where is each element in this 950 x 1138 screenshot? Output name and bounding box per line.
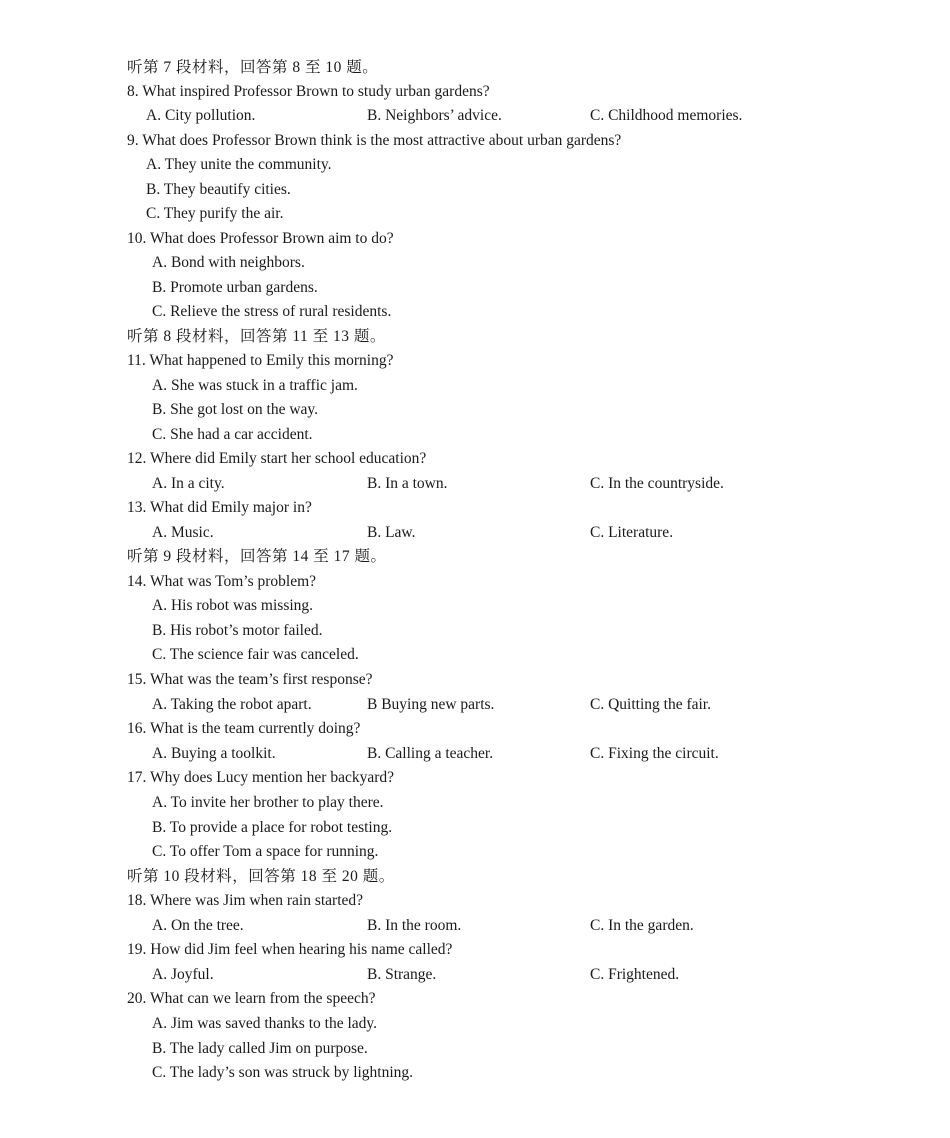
option-b: B. They beautify cities. [146, 181, 291, 198]
question-stem: 8. What inspired Professor Brown to study urban gardens? [127, 83, 490, 100]
option-c: C. The lady’s son was struck by lightning. [152, 1064, 414, 1081]
question-stem: 15. What was the team’s first response? [127, 671, 373, 688]
option-b: B. To provide a place for robot testing. [152, 819, 393, 836]
question-stem: 19. How did Jim feel when hearing his name called? [127, 941, 453, 958]
section-header: 听第 10 段材料，回答第 18 至 20 题。 [127, 868, 395, 885]
question-stem: 11. What happened to Emily this morning? [127, 352, 394, 369]
option-a: A. To invite her brother to play there. [152, 794, 384, 811]
question-stem: 10. What does Professor Brown aim to do? [127, 230, 394, 247]
option-b: B. Strange. [367, 966, 437, 983]
option-b: B. In the room. [367, 917, 462, 934]
option-c: C. Fixing the circuit. [590, 745, 719, 762]
question-stem: 14. What was Tom’s problem? [127, 573, 317, 590]
option-b: B. The lady called Jim on purpose. [152, 1040, 368, 1057]
question-stem: 16. What is the team currently doing? [127, 720, 361, 737]
option-c: C. The science fair was canceled. [152, 646, 359, 663]
option-c: C. In the countryside. [590, 475, 724, 492]
option-b: B. Promote urban gardens. [152, 279, 318, 296]
option-c: C. Childhood memories. [590, 107, 743, 124]
option-b: B. In a town. [367, 475, 448, 492]
option-a: A. On the tree. [152, 917, 244, 934]
option-c: C. They purify the air. [146, 205, 284, 222]
option-c: C. She had a car accident. [152, 426, 313, 443]
option-a: A. His robot was missing. [152, 597, 314, 614]
option-a: A. City pollution. [146, 107, 256, 124]
option-a: A. Jim was saved thanks to the lady. [152, 1015, 377, 1032]
option-c: C. Relieve the stress of rural residents. [152, 303, 392, 320]
option-a: A. They unite the community. [146, 156, 332, 173]
option-a: A. In a city. [152, 475, 225, 492]
option-a: A. Buying a toolkit. [152, 745, 276, 762]
option-c: C. Frightened. [590, 966, 680, 983]
option-c: C. To offer Tom a space for running. [152, 843, 379, 860]
question-stem: 12. Where did Emily start her school education? [127, 450, 427, 467]
section-header: 听第 7 段材料，回答第 8 至 10 题。 [127, 59, 379, 76]
question-stem: 17. Why does Lucy mention her backyard? [127, 769, 395, 786]
question-stem: 9. What does Professor Brown think is the most attractive about urban gardens? [127, 132, 622, 149]
option-b: B Buying new parts. [367, 696, 495, 713]
section-header: 听第 8 段材料，回答第 11 至 13 题。 [127, 328, 386, 345]
option-a: A. Bond with neighbors. [152, 254, 305, 271]
option-b: B. His robot’s motor failed. [152, 622, 323, 639]
option-b: B. Calling a teacher. [367, 745, 494, 762]
option-b: B. She got lost on the way. [152, 401, 319, 418]
option-b: B. Neighbors’ advice. [367, 107, 502, 124]
question-stem: 20. What can we learn from the speech? [127, 990, 376, 1007]
question-stem: 13. What did Emily major in? [127, 499, 312, 516]
option-a: A. Taking the robot apart. [152, 696, 312, 713]
option-b: B. Law. [367, 524, 416, 541]
option-c: C. Literature. [590, 524, 674, 541]
option-c: C. In the garden. [590, 917, 694, 934]
option-a: A. She was stuck in a traffic jam. [152, 377, 358, 394]
section-header: 听第 9 段材料，回答第 14 至 17 题。 [127, 548, 387, 565]
option-c: C. Quitting the fair. [590, 696, 711, 713]
option-a: A. Music. [152, 524, 214, 541]
question-stem: 18. Where was Jim when rain started? [127, 892, 364, 909]
option-a: A. Joyful. [152, 966, 214, 983]
